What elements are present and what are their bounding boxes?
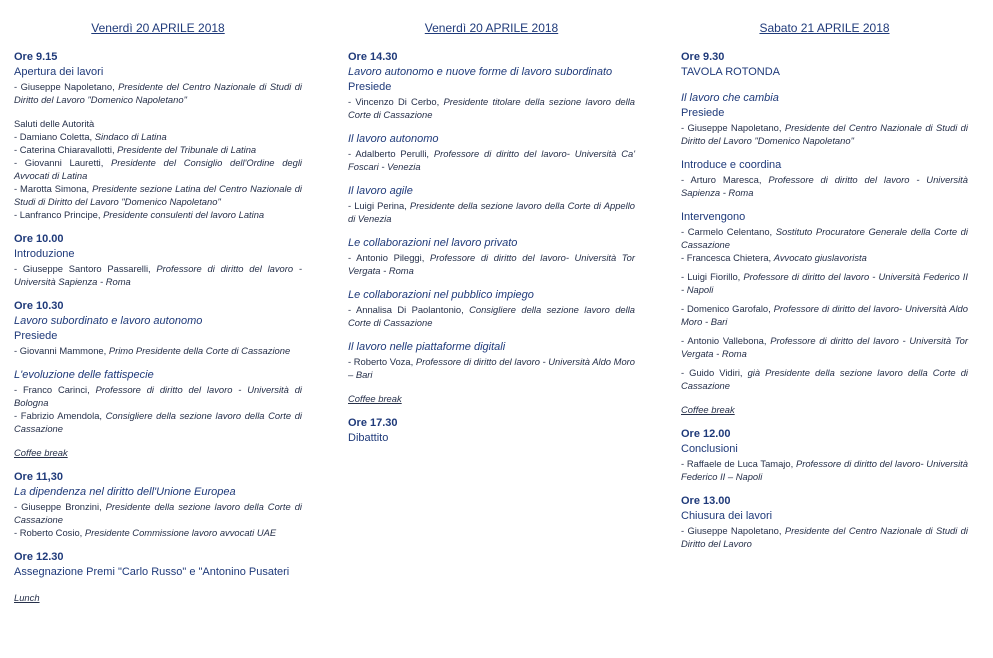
speaker-name: - Franco Carinci, (14, 384, 96, 395)
speaker-role: Presidente titolare della sezione lavoro della Corte di Cassazione (348, 96, 635, 120)
speaker (14, 156, 302, 182)
speaker-role: Professore di diritto del lavoro - Università di Bologna (14, 384, 302, 408)
speaker-name: - Giuseppe Santoro Passarelli, (14, 263, 157, 274)
session-time: Ore 13.00 (681, 495, 731, 507)
session-title: Apertura dei lavori (14, 66, 104, 78)
speaker-role: Presidente del Centro Nazionale di Studi di Diritto del Lavoro (681, 525, 968, 549)
speaker-role: Professore di diritto del lavoro - Università Aldo Moro – Bari (348, 356, 635, 380)
speaker (348, 303, 635, 329)
session-title: Chiusura dei lavori (681, 510, 773, 522)
session-title: Il lavoro autonomo (348, 133, 439, 145)
speaker-role: Presidente della sezione lavoro della Corte di Cassazione (14, 501, 302, 525)
day-heading: Sabato 21 APRILE 2018 (759, 21, 890, 35)
session-block (348, 184, 635, 225)
speaker-name: - Luigi Perina, (348, 200, 410, 211)
speaker (14, 262, 302, 288)
speaker (14, 500, 302, 526)
speaker-role: Professore di diritto del lavoro - Università Sapienza - Roma (681, 174, 968, 198)
session-title: Conclusioni (681, 443, 738, 455)
speaker-role: Professore di diritto del lavoro- Università Aldo Moro - Bari (681, 303, 968, 327)
break-label: Lunch (14, 592, 40, 603)
session-title: Il lavoro che cambia (681, 92, 779, 104)
speaker-role: Presidente della sezione lavoro della Corte di Appello di Venezia (348, 200, 635, 224)
speaker-name: - Roberto Voza, (348, 356, 416, 367)
speaker-name: - Giuseppe Napoletano, (14, 81, 119, 92)
session-block (348, 288, 635, 329)
speaker-name: - Adalberto Perulli, (348, 148, 434, 159)
speaker (681, 334, 968, 360)
chair-label: Presiede (348, 81, 392, 93)
speaker (348, 355, 635, 381)
session-time: Ore 9.15 (14, 51, 58, 63)
speaker-role: Professore di diritto del lavoro - Università Federico II - Napoli (681, 271, 968, 295)
session-title: TAVOLA ROTONDA (681, 66, 781, 78)
speaker-role: Consigliere della sezione lavoro della Corte di Cassazione (348, 304, 635, 328)
speaker-role: Presidente del Centro Nazionale di Studi di Diritto del Lavoro "Domenico Napoletano" (681, 122, 968, 146)
speaker-name: - Antonio Vallebona, (681, 335, 771, 346)
speaker (681, 225, 968, 251)
speaker-role: Presidente Commissione lavoro avvocati UAE (84, 527, 277, 538)
session-title: Assegnazione Premi "Carlo Russo" e "Antonino Pusateri (14, 566, 290, 578)
session-block (681, 50, 968, 80)
session-title: Il lavoro agile (348, 185, 413, 197)
session-title: Intervengono (681, 211, 746, 223)
session-block (14, 299, 302, 357)
speaker (14, 208, 302, 221)
session-time: Ore 12.30 (14, 551, 64, 563)
chair-label: Presiede (14, 330, 58, 342)
speaker-name: - Lanfranco Principe, (14, 209, 104, 220)
speaker-role: Avvocato giuslavorista (773, 252, 867, 263)
session-block (14, 470, 302, 539)
speaker-name: - Carmelo Celentano, (681, 226, 776, 237)
session-block (681, 427, 968, 483)
speaker-name: - Francesca Chietera, (681, 252, 774, 263)
speaker (14, 409, 302, 435)
column-friday-afternoon (348, 0, 635, 457)
speaker-name: - Giovanni Mammone, (14, 345, 109, 356)
session-title: Introduce e coordina (681, 159, 782, 171)
session-time: Ore 11,30 (14, 471, 63, 483)
speaker (348, 95, 635, 121)
break-label: Coffee break (681, 404, 735, 415)
speaker-name: - Arturo Maresca, (681, 174, 769, 185)
speaker (681, 524, 968, 550)
session-time: Ore 9.30 (681, 51, 725, 63)
chair-label: Presiede (681, 107, 725, 119)
speaker-name: - Marotta Simona, (14, 183, 93, 194)
speaker-name: - Roberto Cosio, (14, 527, 85, 538)
session-block (14, 117, 302, 221)
speaker (681, 302, 968, 328)
greetings-label: Saluti delle Autorità (14, 118, 95, 129)
break-item (14, 591, 302, 604)
speaker (14, 344, 302, 357)
speaker (681, 173, 968, 199)
session-block (14, 232, 302, 288)
session-time: Ore 17.30 (348, 417, 398, 429)
session-block (681, 91, 968, 147)
speaker (348, 199, 635, 225)
session-title: Il lavoro nelle piattaforme digitali (348, 341, 506, 353)
speaker-role: Presidente del Consiglio dell'Ordine degli Avvocati di Latina (14, 157, 302, 181)
session-time: Ore 14.30 (348, 51, 398, 63)
session-block (681, 158, 968, 199)
speaker (14, 526, 302, 539)
schedule (681, 50, 968, 550)
break-label: Coffee break (14, 447, 68, 458)
speaker-name: - Giovanni Lauretti, (14, 157, 112, 168)
session-block (348, 340, 635, 381)
column-saturday (681, 0, 968, 561)
session-time: Ore 10.30 (14, 300, 64, 312)
speaker (14, 130, 302, 143)
session-block (14, 368, 302, 435)
column-friday-morning (14, 0, 302, 615)
speaker-name: - Vincenzo Di Cerbo, (348, 96, 444, 107)
session-title: Lavoro subordinato e lavoro autonomo (14, 315, 203, 327)
speaker-name: - Domenico Garofalo, (681, 303, 774, 314)
speaker-role: Professore di diritto del lavoro - Università Sapienza - Roma (14, 263, 302, 287)
speaker (14, 143, 302, 156)
speaker-name: - Annalisa Di Paolantonio, (348, 304, 470, 315)
speaker (681, 366, 968, 392)
speaker-role: Presidente sezione Latina del Centro Nazionale di Studi di Diritto del Lavoro "Domenico Napoletano" (14, 183, 302, 207)
day-heading: Venerdì 20 APRILE 2018 (424, 21, 559, 35)
session-title: Le collaborazioni nel pubblico impiego (348, 289, 534, 301)
speaker-role: Professore di diritto del lavoro- Università Ca' Foscari - Venezia (348, 148, 635, 172)
session-block (348, 416, 635, 446)
session-block (14, 550, 302, 580)
session-block (348, 236, 635, 277)
session-title: La dipendenza nel diritto dell'Unione Europea (14, 486, 236, 498)
speaker-role: Consigliere della sezione lavoro della Corte di Cassazione (14, 410, 302, 434)
speaker-role: Sindaco di Latina (94, 131, 167, 142)
speaker-role: Sostituto Procuratore Generale della Corte di Cassazione (681, 226, 968, 250)
speaker (14, 80, 302, 106)
day-heading: Venerdì 20 APRILE 2018 (91, 21, 225, 35)
session-time: Ore 10.00 (14, 233, 64, 245)
speaker (14, 182, 302, 208)
speaker (348, 147, 635, 173)
speaker-name: - Damiano Coletta, (14, 131, 95, 142)
speaker-name: - Caterina Chiaravallotti, (14, 144, 118, 155)
speaker-role: Professore di diritto del lavoro- Università Federico II – Napoli (681, 458, 968, 482)
speaker-name: - Guido Vidiri, (681, 367, 748, 378)
speaker-name: - Raffaele de Luca Tamajo, (681, 458, 796, 469)
speaker (681, 121, 968, 147)
speaker-role: Presidente del Centro Nazionale di Studi di Diritto del Lavoro "Domenico Napoletano" (14, 81, 302, 105)
speaker-name: - Fabrizio Amendola, (14, 410, 106, 421)
session-title: Le collaborazioni nel lavoro privato (348, 237, 518, 249)
speaker (681, 251, 968, 264)
break-label: Coffee break (348, 393, 402, 404)
break-item (348, 392, 635, 405)
schedule (348, 50, 635, 446)
speaker (14, 383, 302, 409)
session-block (681, 494, 968, 550)
session-title: Lavoro autonomo e nuove forme di lavoro subordinato (348, 66, 613, 78)
session-time: Ore 12.00 (681, 428, 731, 440)
speaker-role: Professore di diritto del lavoro- Università Tor Vergata - Roma (348, 252, 635, 276)
session-title: L'evoluzione delle fattispecie (14, 369, 154, 381)
break-item (14, 446, 302, 459)
speaker-name: - Giuseppe Napoletano, (681, 122, 785, 133)
speaker-role: Professore di diritto del lavoro - Università Tor Vergata - Roma (681, 335, 968, 359)
schedule (14, 50, 302, 604)
session-block (348, 132, 635, 173)
speaker-role: già Presidente della sezione lavoro della Corte di Cassazione (681, 367, 969, 391)
speaker-name: - Giuseppe Napoletano, (681, 525, 785, 536)
speaker (681, 457, 968, 483)
speaker-name: - Antonio Pileggi, (348, 252, 430, 263)
session-block (14, 50, 302, 106)
session-title: Introduzione (14, 248, 75, 260)
session-block (348, 50, 635, 121)
speaker-role: Presidente del Tribunale di Latina (117, 144, 257, 155)
speaker-name: - Giuseppe Bronzini, (14, 501, 106, 512)
speaker (681, 270, 968, 296)
speaker-role: Primo Presidente della Corte di Cassazione (108, 345, 291, 356)
break-item (681, 403, 968, 416)
speaker-name: - Luigi Fiorillo, (681, 271, 744, 282)
session-block (681, 210, 968, 392)
speaker (348, 251, 635, 277)
session-title: Dibattito (348, 432, 389, 444)
speaker-role: Presidente consulenti del lavoro Latina (103, 209, 265, 220)
